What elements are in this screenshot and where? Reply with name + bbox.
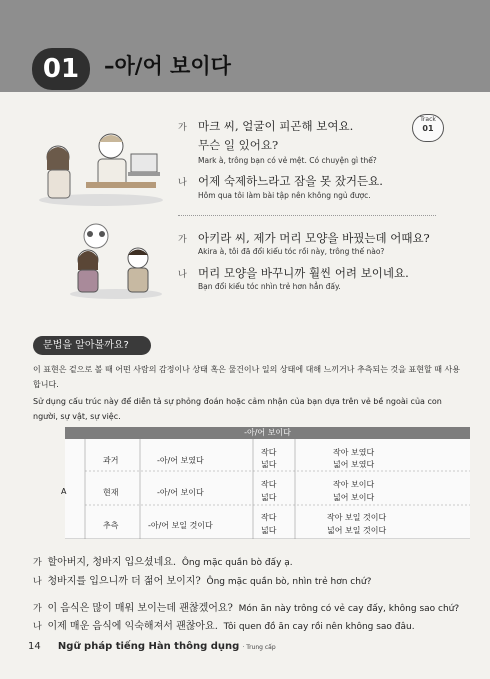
korean-sentence: 마크 씨, 얼굴이 피곤해 보여요. [198, 119, 354, 133]
dialog-1-line-1 [178, 118, 438, 173]
example-sentence: 나 청바지를 입으니까 더 젊어 보이지? Ông mặc quần bò, nhìn trẻ hơn chứ? [33, 576, 372, 587]
illustration-hair-change [66, 220, 166, 300]
conjugation-table [61, 427, 470, 539]
speaker-marker: 나 [178, 270, 187, 280]
table-row-example: 넓다 [261, 460, 277, 469]
grammar-section-label: 문법을 알아볼까요? [33, 336, 151, 355]
vietnamese-translation: Mark à, trông bạn có vẻ mệt. Có chuyện gì thế? [198, 156, 377, 165]
adjective-label: A [61, 487, 67, 496]
table-header: -아/어 보이다 [65, 427, 470, 439]
lesson-number-badge: 01 [32, 48, 90, 90]
dialog-2-line-2 [178, 265, 438, 300]
table-row-example: 작다 [261, 480, 277, 489]
vietnamese-translation: Akira à, tôi đã đổi kiểu tóc rồi này, trông thế nào? [198, 247, 385, 256]
table-row-tense: 과거 [103, 456, 119, 465]
table-row-example: 넓다 [261, 526, 277, 535]
example-sentence: 가 할아버지, 청바지 입으셨네요. Ông mặc quần bò đấy ạ. [33, 557, 293, 568]
speaker-marker: 가 [178, 235, 187, 245]
example-sentence: 가 이 음식은 많이 매워 보이는데 괜찮겠어요? Món ăn này trông có vẻ cay đấy, không sao chứ? [33, 603, 460, 614]
table-row-example: 작다 [261, 513, 277, 522]
table-row-result: 작아 보이다 [333, 480, 375, 489]
illustration-tired-man [36, 112, 166, 207]
dialog-2-line-1 [178, 230, 438, 265]
book-title: Ngữ pháp tiếng Hàn thông dụng [57, 641, 240, 652]
book-level: Trung cấp [246, 644, 276, 651]
track-label: Track [420, 116, 436, 123]
vietnamese-translation: Bạn đổi kiểu tóc nhìn trẻ hơn hẳn đấy. [198, 282, 341, 291]
grammar-description-vietnamese: Sử dụng cấu trúc này để diễn tả sự phỏng đoán hoặc cảm nhận của bạn dựa trên vẻ bề ngoài của con người, sự vật, sự việc. [33, 397, 442, 421]
dialog-1-line-2 [178, 173, 438, 208]
table-row-tense: 추측 [103, 521, 119, 530]
table-row-result: 넓어 보였다 [333, 460, 375, 469]
grammar-description-korean: 이 표현은 겉으로 볼 때 어떤 사람의 감정이나 상태 혹은 물건이나 일의 상태에 대해 느끼거나 추측되는 것을 표현할 때 사용합니다. [33, 365, 460, 389]
track-number: 01 [422, 124, 434, 133]
page-footer: 14 Ngữ pháp tiếng Hàn thông dụng · Trung cấp [28, 641, 276, 652]
table-row-example: 넓다 [261, 493, 277, 502]
korean-sentence: 머리 모양을 바꾸니까 훨씬 어려 보이네요. [198, 266, 409, 280]
table-row-result: 넓어 보이다 [333, 493, 375, 502]
table-row-example: 작다 [261, 448, 277, 457]
table-row-result: 작아 보였다 [333, 448, 375, 457]
divider [178, 215, 436, 216]
korean-sentence: 어제 숙제하느라고 잠을 못 잤거든요. [198, 174, 383, 188]
table-row-form: -아/어 보이다 [157, 488, 204, 497]
vietnamese-translation: Hôm qua tôi làm bài tập nên không ngủ được. [198, 191, 371, 200]
table-grid [65, 427, 470, 539]
page-number: 14 [28, 641, 41, 652]
table-row-result: 작아 보일 것이다 [327, 513, 387, 522]
table-row-result: 넓어 보일 것이다 [327, 526, 387, 535]
table-row-tense: 현재 [103, 488, 119, 497]
speaker-marker: 나 [178, 178, 187, 188]
korean-sentence: 아키라 씨, 제가 머리 모양을 바꿨는데 어때요? [198, 231, 430, 245]
table-row-form: -아/어 보일 것이다 [148, 521, 213, 530]
lesson-title: –아/어 보이다 [104, 54, 231, 78]
example-sentence: 나 이제 매운 음식에 익숙해져서 괜찮아요. Tôi quen đồ ăn cay rồi nên không sao đâu. [33, 621, 415, 632]
speaker-marker: 가 [178, 123, 187, 133]
korean-sentence: 무슨 일 있어요? [198, 138, 279, 152]
table-row-form: -아/어 보였다 [157, 456, 204, 465]
